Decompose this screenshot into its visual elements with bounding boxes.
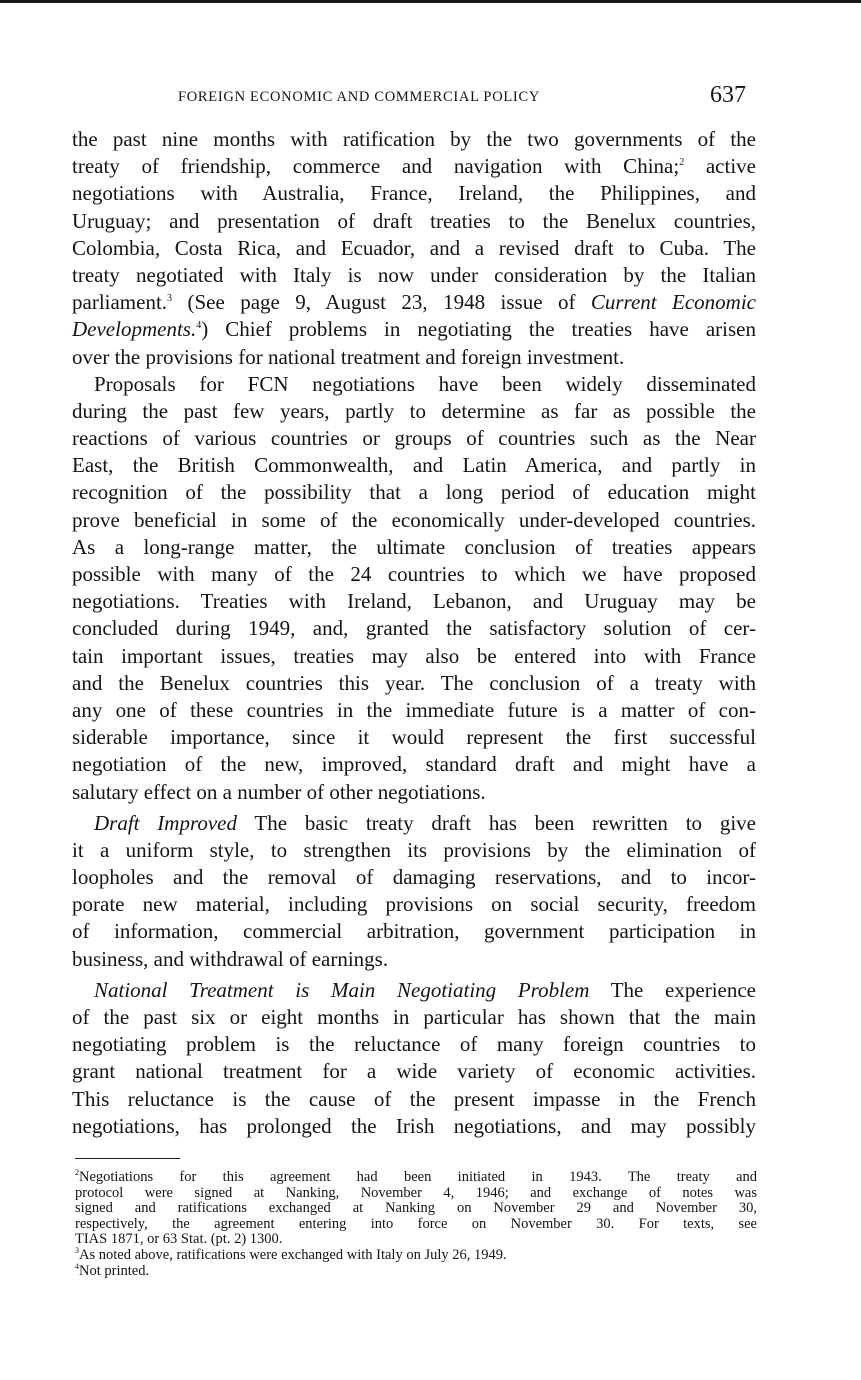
text-line: Uruguay; and presentation of draft treaties to the Benelux countries,: [72, 208, 756, 233]
text-line: As a long-range matter, the ultimate conclusion of treaties appears: [72, 534, 756, 559]
text-line: negotiations with Australia, France, Ireland, the Philippines, and: [72, 181, 756, 206]
footnote-ref-4: 4: [196, 320, 202, 332]
text-line: the past nine months with ratification by the two governments of the: [72, 127, 756, 151]
footnote-mark: 3: [75, 1246, 79, 1256]
body-text: [72, 126, 756, 1140]
page-number: 637: [710, 82, 746, 108]
text-line: recognition of the possibility that a long period of education might: [72, 480, 756, 505]
text-span: The basic treaty draft has been rewritten to give: [237, 810, 756, 835]
text-line: over the provisions for national treatment and foreign investment.: [72, 344, 625, 369]
text-span: (See page 9, August 23, 1948 issue of: [172, 290, 591, 315]
text-line: porate new material, including provisions on social security, freedom: [72, 892, 756, 917]
italic-title: Current Economic: [590, 290, 756, 315]
footnote-text: As noted above, ratifications were exchanged with Italy on July 26, 1949.: [79, 1246, 507, 1263]
text-line: siderable importance, since it would represent the first successful: [72, 725, 756, 750]
text-line: it a uniform style, to strengthen its provisions by the elimination of: [72, 837, 756, 862]
text-line: negotiation of the new, improved, standard draft and might have a: [72, 752, 756, 777]
text-line: loopholes and the removal of damaging reservations, and to incor-: [72, 865, 756, 890]
text-line: [72, 316, 756, 343]
footnote-ref-3: 3: [167, 293, 173, 305]
text-line: treaty negotiated with Italy is now under consideration by the Italian: [72, 262, 756, 287]
footnote-line: respectively, the agreement entering into force on November 30. For texts, see: [75, 1215, 757, 1232]
footnote-line: TIAS 1871, or 63 Stat. (pt. 2) 1300.: [75, 1231, 283, 1248]
footnotes: [75, 1170, 757, 1279]
running-head: FOREIGN ECONOMIC AND COMMERCIAL POLICY: [178, 89, 540, 105]
text-line: tain important issues, treaties may also be entered into with France: [72, 643, 756, 668]
text-line: and the Benelux countries this year. The conclusion of a treaty with: [72, 670, 756, 695]
text-line: [72, 977, 756, 1004]
footnote-mark: 4: [75, 1261, 79, 1271]
text-span: parliament.: [72, 290, 168, 315]
footnote-line: [75, 1170, 757, 1186]
text-line: reactions of various countries or groups of countries such as the Near: [72, 426, 756, 451]
text-line: of information, commercial arbitration, government participation in: [72, 919, 756, 944]
text-line: business, and withdrawal of earnings.: [72, 946, 389, 971]
footnote-ref-2: 2: [679, 157, 685, 169]
text-line: prove beneficial in some of the economically under-developed countries.: [72, 507, 756, 532]
text-line: Colombia, Costa Rica, and Ecuador, and a revised draft to Cuba. The: [72, 235, 756, 260]
section-heading-national-treatment: National Treatment is Main Negotiating Problem: [94, 977, 590, 1002]
text-line: of the past six or eight months in particular has shown that the main: [72, 1005, 756, 1029]
footnote-line: [75, 1261, 757, 1280]
footnote-line: signed and ratifications exchanged at Nanking on November 29 and November 30,: [75, 1200, 757, 1217]
text-line: Proposals for FCN negotiations have been widely disseminated: [94, 371, 756, 396]
text-line: [72, 289, 756, 316]
text-span: ) Chief problems in negotiating the treaties have arisen: [201, 317, 756, 342]
text-span: active: [684, 154, 756, 179]
text-line: negotiations, has prolonged the Irish negotiations, and may possibly: [72, 1113, 756, 1138]
text-line: East, the British Commonwealth, and Latin America, and partly in: [72, 453, 756, 478]
text-line: negotiations. Treaties with Ireland, Lebanon, and Uruguay may be: [72, 589, 756, 614]
top-border-rule: [0, 0, 861, 3]
text-line: during the past few years, partly to determine as far as possible the: [72, 398, 756, 423]
text-line: [72, 153, 756, 180]
footnote-text: Negotiations for this agreement had been initiated in 1943. The treaty and: [79, 1169, 757, 1185]
text-line: grant national treatment for a wide variety of economic activities.: [72, 1059, 756, 1084]
text-span: treaty of friendship, commerce and navigation with China;: [72, 154, 680, 179]
text-line: This reluctance is the cause of the present impasse in the French: [72, 1086, 756, 1111]
footnote-line: [75, 1248, 757, 1264]
text-span: The experience: [589, 977, 756, 1002]
footnote-mark: 2: [75, 1168, 79, 1178]
italic-title: Developments.: [72, 317, 197, 342]
section-heading-draft-improved: Draft Improved: [94, 810, 238, 835]
footnote-text: Not printed.: [79, 1262, 150, 1279]
text-line: [72, 810, 756, 837]
footnote-divider: [75, 1158, 180, 1159]
text-line: possible with many of the 24 countries to which we have proposed: [72, 562, 756, 586]
text-line: negotiating problem is the reluctance of many foreign countries to: [72, 1032, 756, 1057]
text-line: salutary effect on a number of other negotiations.: [72, 779, 486, 804]
text-line: any one of these countries in the immediate future is a matter of con-: [72, 697, 756, 722]
text-line: concluded during 1949, and, granted the satisfactory solution of cer-: [72, 616, 756, 641]
footnote-line: protocol were signed at Nanking, November 4, 1946; and exchange of notes was: [75, 1184, 757, 1201]
